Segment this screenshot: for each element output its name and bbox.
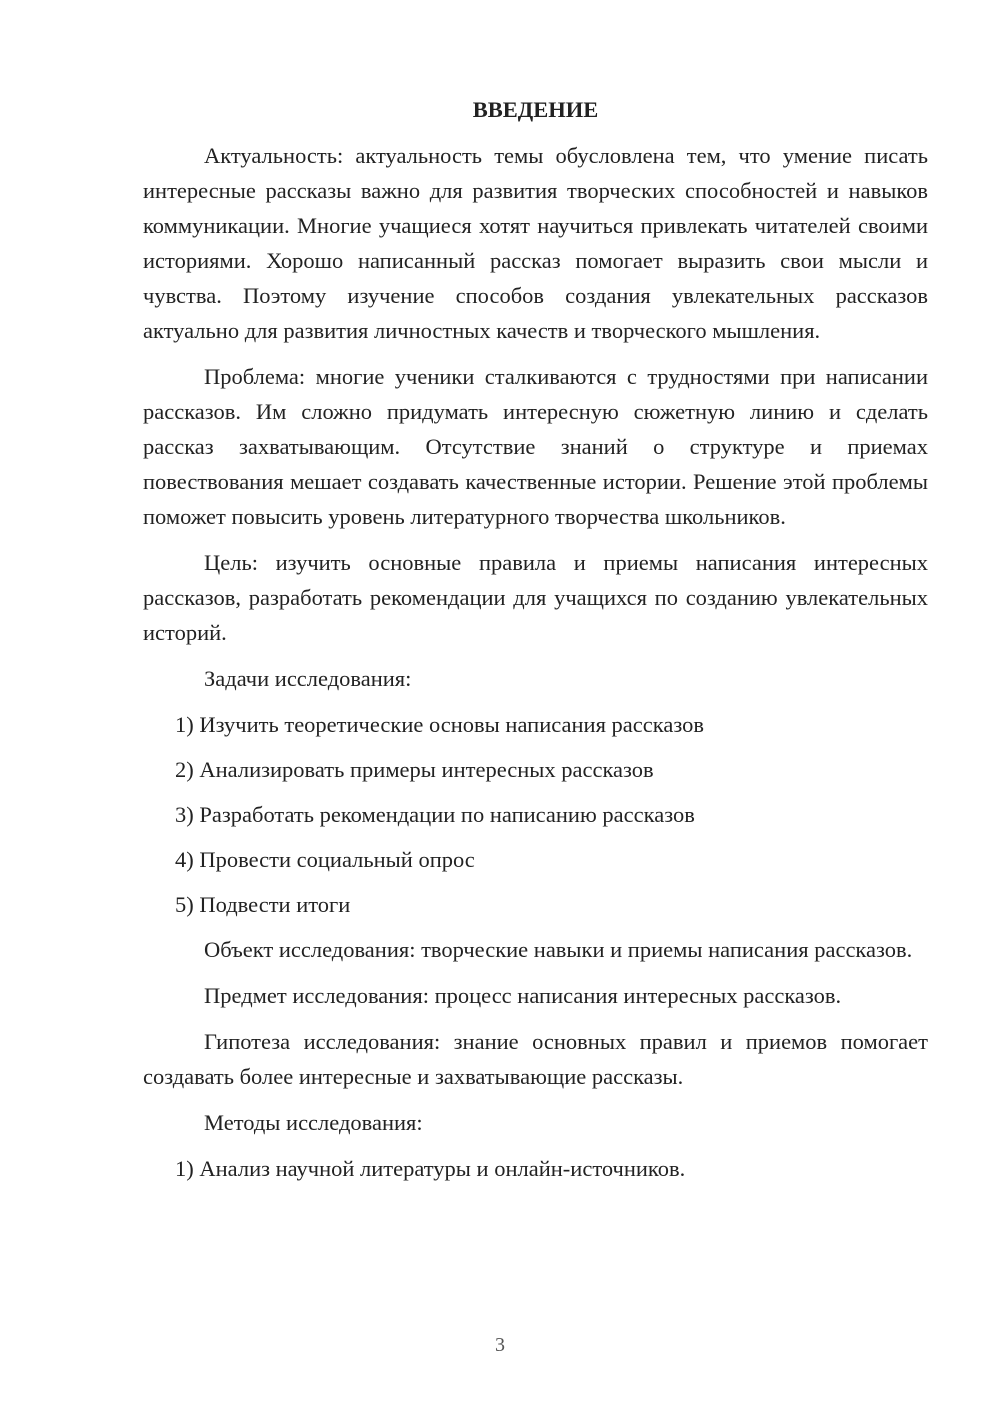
list-item: 5) Подвести итоги <box>175 892 351 917</box>
list-item: 1) Анализ научной литературы и онлайн-источников. <box>175 1156 686 1181</box>
paragraph-goal: Цель: изучить основные правила и приемы написания интересных рассказов, разработать рекомендации для учащихся по созданию увлекательных историй. <box>143 550 928 645</box>
tasks-list <box>143 707 928 922</box>
paragraph-problem: Проблема: многие ученики сталкиваются с трудностями при написании рассказов. Им сложно придумать интересную сюжетную линию и сделать рассказ захватывающим. Отсутствие знаний о структуре и приемах повествования мешает создавать качественные истории. Решение этой проблемы поможет повысить уровень литературного творчества школьников. <box>143 364 928 529</box>
page-number: 3 <box>495 1334 505 1356</box>
paragraph-subject: Предмет исследования: процесс написания интересных рассказов. <box>204 983 842 1008</box>
list-item: 3) Разработать рекомендации по написанию рассказов <box>175 802 695 827</box>
paragraph-hypothesis: Гипотеза исследования: знание основных правил и приемов помогает создавать более интересные и захватывающие рассказы. <box>143 1029 928 1089</box>
paragraph-object: Объект исследования: творческие навыки и приемы написания рассказов. <box>204 937 913 962</box>
section-heading: ВВЕДЕНИЕ <box>472 97 599 122</box>
list-item: 4) Провести социальный опрос <box>175 847 475 872</box>
methods-title: Методы исследования: <box>204 1110 423 1135</box>
methods-list <box>143 1151 928 1186</box>
list-item: 2) Анализировать примеры интересных рассказов <box>175 757 654 782</box>
paragraph-relevance: Актуальность: актуальность темы обусловлена тем, что умение писать интересные рассказы важно для развития творческих способностей и навыков коммуникации. Многие учащиеся хотят научиться привлекать читателей своими историями. Хорошо написанный рассказ помогает выразить свои мысли и чувства. Поэтому изучение способов создания увлекательных рассказов актуально для развития личностных качеств и творческого мышления. <box>143 143 928 343</box>
tasks-title: Задачи исследования: <box>204 666 412 691</box>
list-item: 1) Изучить теоретические основы написания рассказов <box>175 712 704 737</box>
document-page <box>143 92 928 1196</box>
